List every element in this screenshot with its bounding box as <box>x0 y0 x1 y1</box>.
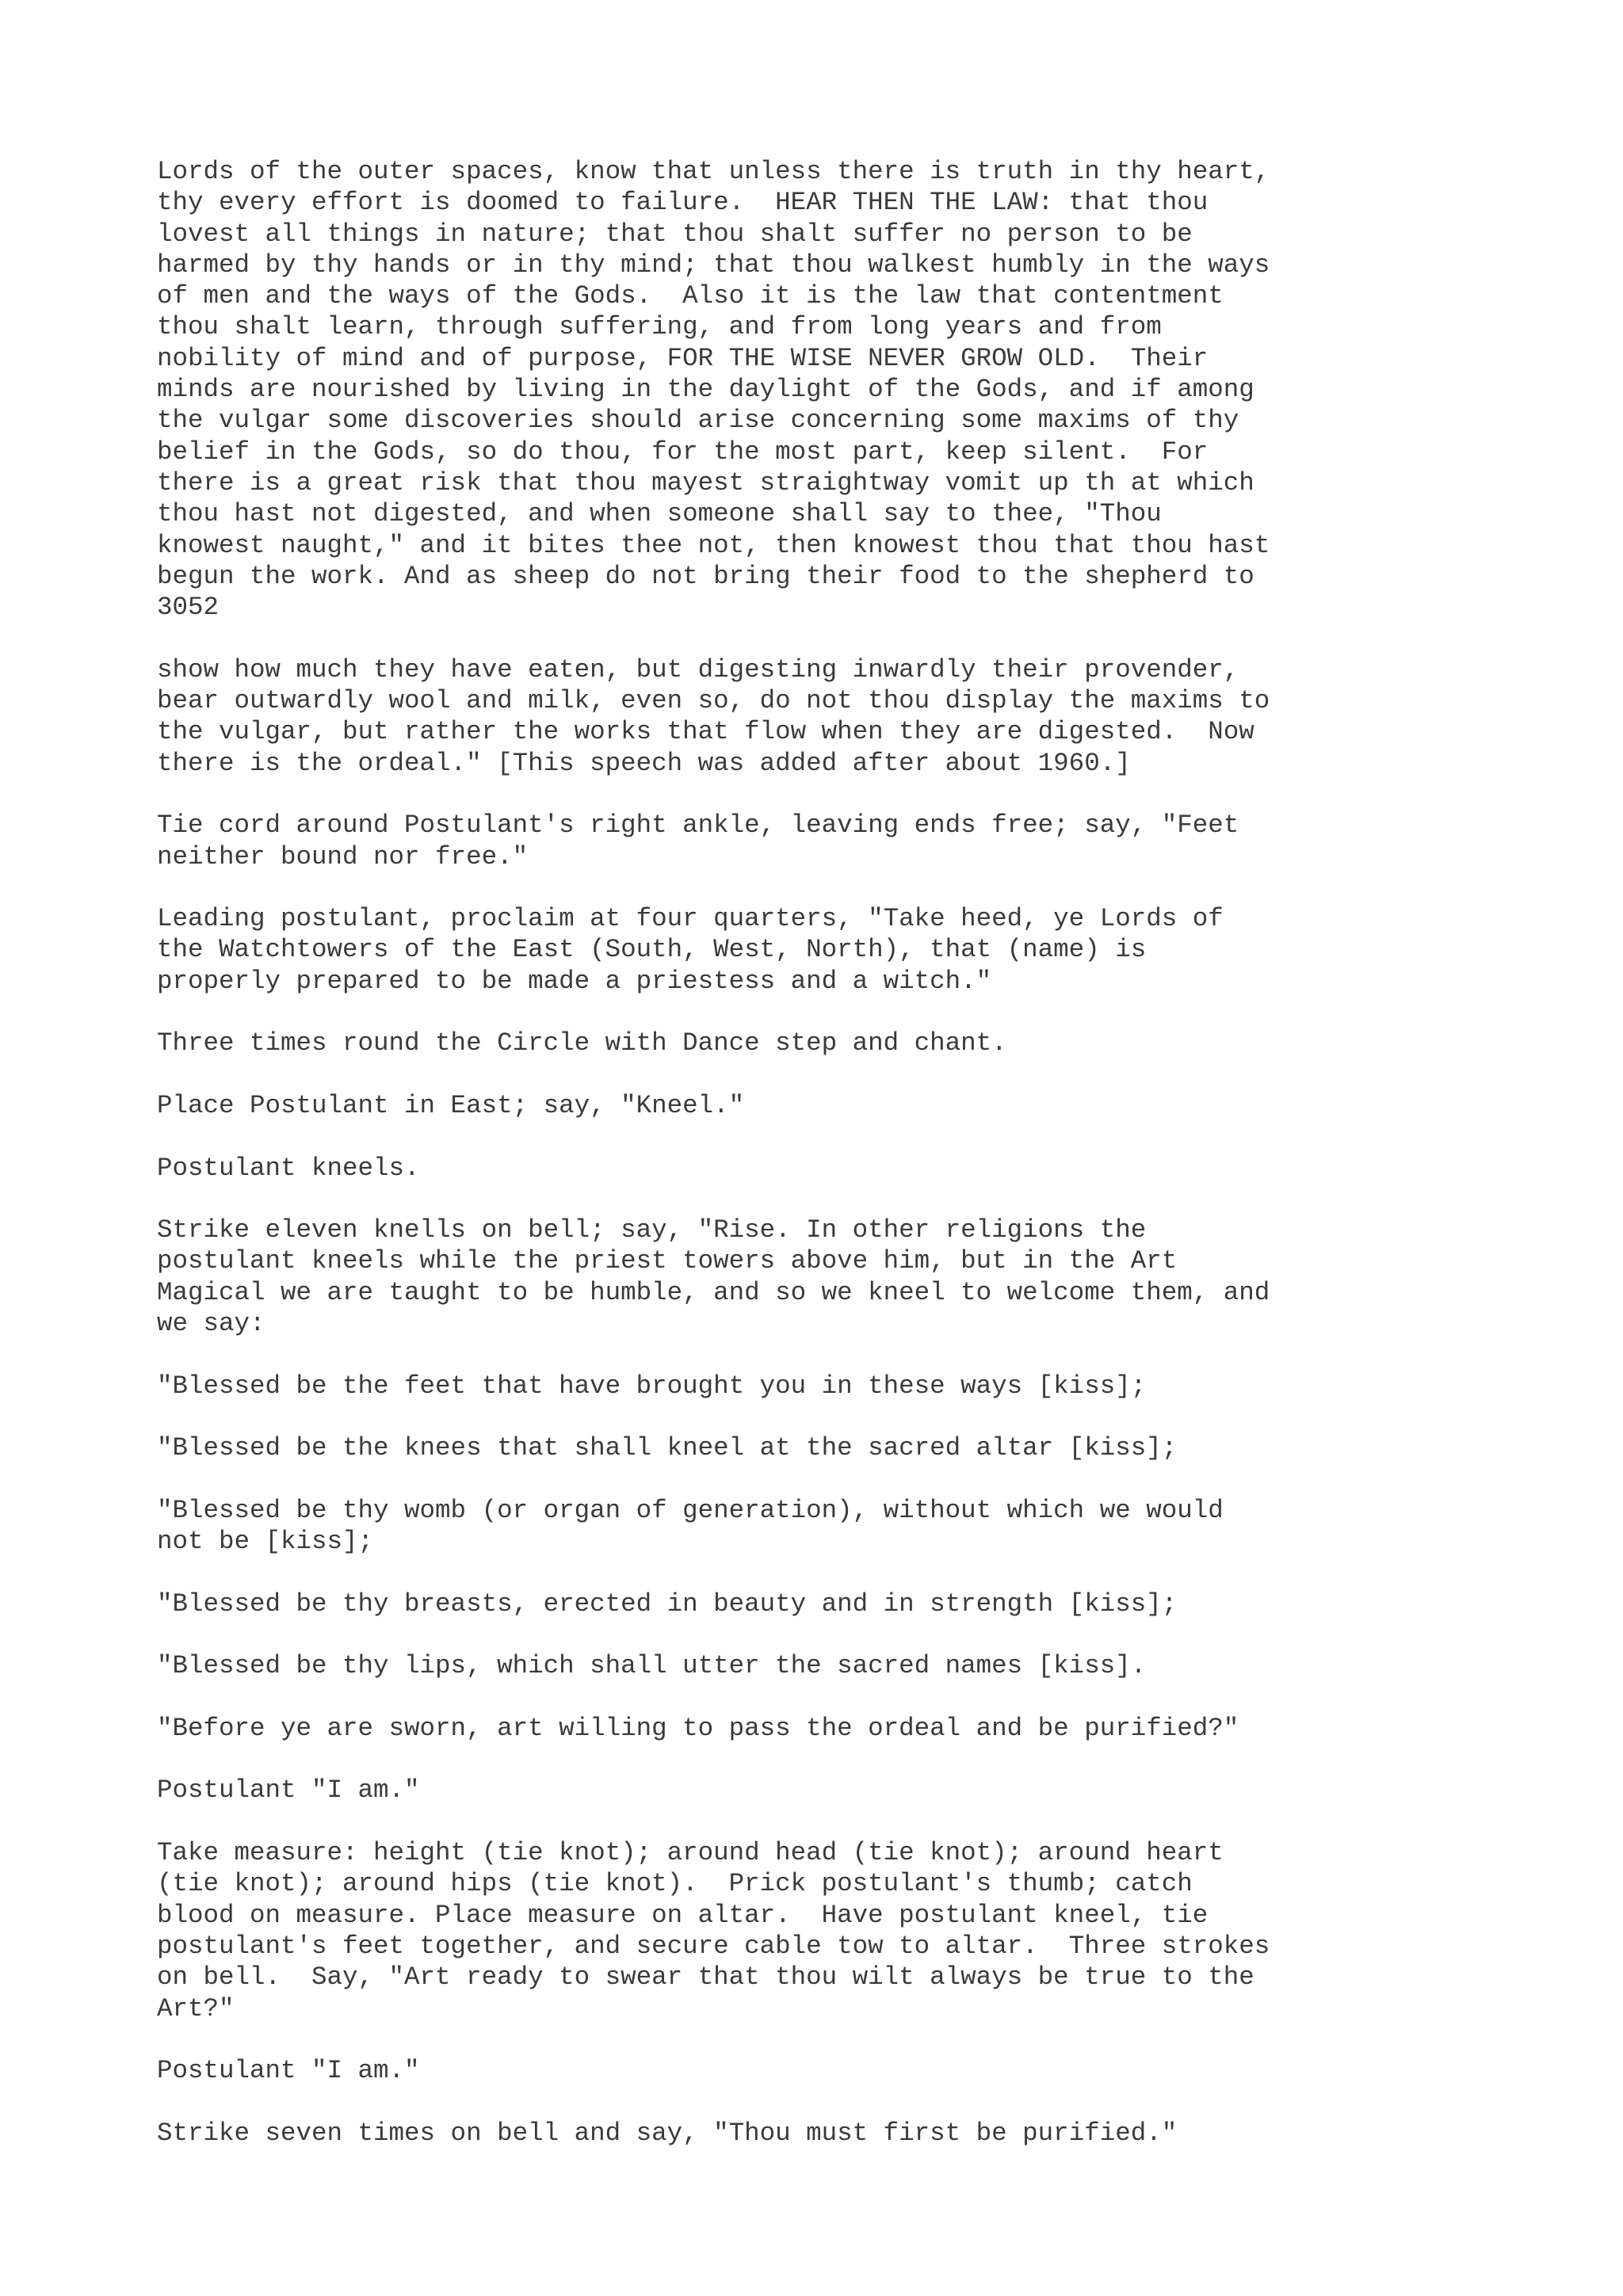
paragraph-circle-dance: Three times round the Circle with Dance step and chant. <box>157 1028 1007 1058</box>
paragraph-blessed-knees: "Blessed be the knees that shall kneel at the sacred altar [kiss]; <box>157 1433 1178 1463</box>
paragraph-tie-cord: Tie cord around Postulant's right ankle, leaving ends free; say, "Feet neither bound nor free." <box>157 810 1239 871</box>
document-body <box>157 156 1504 2149</box>
paragraph-blessed-lips: "Blessed be thy lips, which shall utter the sacred names [kiss]. <box>157 1651 1147 1681</box>
paragraph-postulant-reply: Postulant "I am." <box>157 2056 420 2086</box>
paragraph-blessed-breasts: "Blessed be thy breasts, erected in beauty and in strength [kiss]; <box>157 1589 1178 1619</box>
paragraph-blessed-feet: "Blessed be the feet that have brought you in these ways [kiss]; <box>157 1371 1147 1401</box>
paragraph-proclaim: Leading postulant, proclaim at four quarters, "Take heed, ye Lords of the Watchtowers of the East (South, West, North), that (name) is properly prepared to be made a priestess and a witch." <box>157 904 1224 996</box>
paragraph-postulant-kneels: Postulant kneels. <box>157 1153 420 1183</box>
paragraph-eleven-knells: Strike eleven knells on bell; say, "Rise. In other religions the postulant kneels while the priest towers above him, but in the Art Magical we are taught to be humble, and so we kneel to welcome them, and we say: <box>157 1215 1270 1338</box>
paragraph-law: Lords of the outer spaces, know that unless there is truth in thy heart, thy every effort is doomed to failure. HEAR THEN THE LAW: that thou lovest all things in nature; that thou shalt suffer no person to be harmed by thy hands or in thy mind; that thou walkest humbly in the ways of men and the ways of the Gods. Also it is the law that contentment thou shalt learn, through suffering, and from long years and from nobility of mind and of purpose, FOR THE WISE NEVER GROW OLD. Their minds are nourished by living in the daylight of the Gods, and if among the vulgar some discoveries should arise concerning some maxims of thy belief in the Gods, so do thou, for the most part, keep silent. For there is a great risk that thou mayest straightway vomit up th at which thou hast not digested, and when someone shall say to thee, "Thou knowest naught," and it bites thee not, then knowest thou that thou hast begun the work. And as sheep do not bring their food to the shepherd to 3052 <box>157 157 1270 623</box>
paragraph-ordeal-question: "Before ye are sworn, art willing to pass the ordeal and be purified?" <box>157 1713 1239 1743</box>
paragraph-blessed-womb: "Blessed be thy womb (or organ of generation), without which we would not be [kiss]; <box>157 1495 1224 1557</box>
paragraph-take-measure: Take measure: height (tie knot); around head (tie knot); around heart (tie knot); around hips (tie knot). Prick postulant's thumb; catch blood on measure. Place measure on altar. Have postulant kneel, tie postulant's feet together, and secure cable tow to altar. Three strokes on bell. Say, "Art ready to swear that thou wilt always be true to the Art?" <box>157 1838 1270 2023</box>
paragraph-postulant-reply: Postulant "I am." <box>157 1775 420 1806</box>
paragraph-sheep: show how much they have eaten, but digesting inwardly their provender, bear outwardly wool and milk, even so, do not thou display the maxims to the vulgar, but rather the works that flow when they are digested. Now there is the ordeal." [This speech was added after about 1960.] <box>157 654 1270 778</box>
paragraph-place-east: Place Postulant in East; say, "Kneel." <box>157 1090 745 1120</box>
paragraph-seven-strikes: Strike seven times on bell and say, "Thou must first be purified." <box>157 2118 1178 2148</box>
